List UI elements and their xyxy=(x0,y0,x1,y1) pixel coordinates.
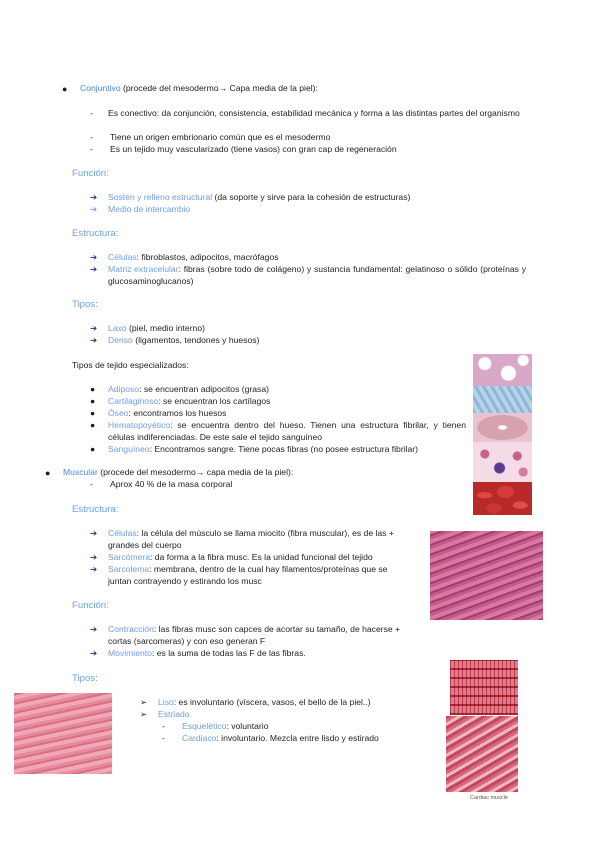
list-item: ➔ Matriz extracelular: fibras (sobre todo de colágeno) y sustancia fundamental: gelatinoso o sólido (proteínas y glucosaminoglucanos) xyxy=(90,264,526,286)
list-item: - Es conectivo: da conjunción, consistencia, estabilidad mecánica y forma a las distintas partes del organismo xyxy=(90,108,520,118)
list-item: ➔ Contracción: las fibras musc son capces de acortar su tamaño, de hacerse + cortas (sarcomeras) y con eso generan F xyxy=(90,624,401,646)
smooth-muscle-image xyxy=(14,693,112,774)
list-item: ➢ Estriado xyxy=(140,709,190,719)
section-title-muscular: Muscular (procede del mesodermo→ capa media de la piel): xyxy=(63,467,294,477)
list-item: ● Adiposo: se encuentran adipocitos (grasa) xyxy=(90,384,269,394)
striated-muscle-image xyxy=(450,660,518,715)
section-heading: Tipos de tejido especializados: xyxy=(72,360,189,370)
list-item: - Esquelético: voluntario xyxy=(162,721,269,731)
list-item: ➔ Laxo (piel, medio interno) xyxy=(90,323,205,333)
bullet-dot: ● xyxy=(45,468,51,478)
cartilage-tissue-image xyxy=(473,386,532,413)
list-item: ➢ Liso: es involuntario (víscera, vasos, el bello de la piel..) xyxy=(140,697,371,707)
list-item: ● Cartilaginoso: se encuentran los cartílagos xyxy=(90,396,271,406)
list-item: ➔ Denso (ligamentos, tendones y huesos) xyxy=(90,335,260,345)
adipose-tissue-image xyxy=(473,354,532,386)
list-item: - Es un tejido muy vascularizado (tiene vasos) con gran cap de regeneración xyxy=(90,144,397,154)
list-item: ● Sanguíneo: Encontramos sangre. Tiene pocas fibras (no posee estructura fibrilar) xyxy=(90,444,419,454)
list-item: ➔ Medio de intercambio xyxy=(90,204,191,214)
section-heading: Estructura: xyxy=(72,504,119,515)
list-item: ➔ Sarcómera: da forma a la fibra musc. Es la unidad funcional del tejido xyxy=(90,552,373,562)
list-item: ➔ Células: fibroblastos, adipocitos, macrófagos xyxy=(90,252,279,262)
list-item: ● Hematopoyético: se encuentra dentro del hueso. Tienen una estructura fibrilar, y tienen células indiferenciadas. De este sale el tejido sanguíneo xyxy=(90,420,466,442)
skeletal-muscle-image xyxy=(430,531,543,620)
list-item: ● Óseo: encontramos los huesos xyxy=(90,408,227,418)
list-item: - Aprox 40 % de la masa corporal xyxy=(90,479,233,489)
bullet-dot: ● xyxy=(62,84,68,94)
list-item: - Cardiaco: involuntario. Mezcla entre lisdo y estirado xyxy=(162,733,379,743)
list-item: - Tiene un origen embrionario común que es el mesodermo xyxy=(90,132,331,142)
cardiac-muscle-image xyxy=(446,716,518,792)
section-heading: Función: xyxy=(72,600,109,611)
list-item: ➔ Movimiento: es la suma de todas las F de las fibras. xyxy=(90,648,306,658)
red-blood-cells-image xyxy=(473,482,532,515)
conjuntivo-title: Conjuntivo xyxy=(80,83,121,93)
list-item: ➔ Células: la célula del músculo se llama miocito (fibra muscular), es de las + grandes del cuerpo xyxy=(90,528,394,550)
blood-smear-image xyxy=(473,442,532,482)
section-heading: Tipos: xyxy=(72,299,98,310)
list-item: ➔ Sostén y relleno estructural (da soporte y sirve para la cohesión de estructuras) xyxy=(90,192,411,202)
section-heading: Tipos: xyxy=(72,673,98,684)
section-heading: Estructura: xyxy=(72,228,119,239)
section-title-conjuntivo: Conjuntivo (procede del mesodermo→ Capa media de la piel): xyxy=(80,83,318,93)
section-heading: Función: xyxy=(72,168,109,179)
list-item: ➔ Sarcolema: membrana, dentro de la cual hay filamentos/proteínas que se juntan contrayendo y estirando los musc xyxy=(90,564,388,586)
cardiac-muscle-caption: Cardiac muscle xyxy=(470,795,508,801)
bone-tissue-image xyxy=(473,413,532,442)
muscular-title: Muscular xyxy=(63,467,98,477)
